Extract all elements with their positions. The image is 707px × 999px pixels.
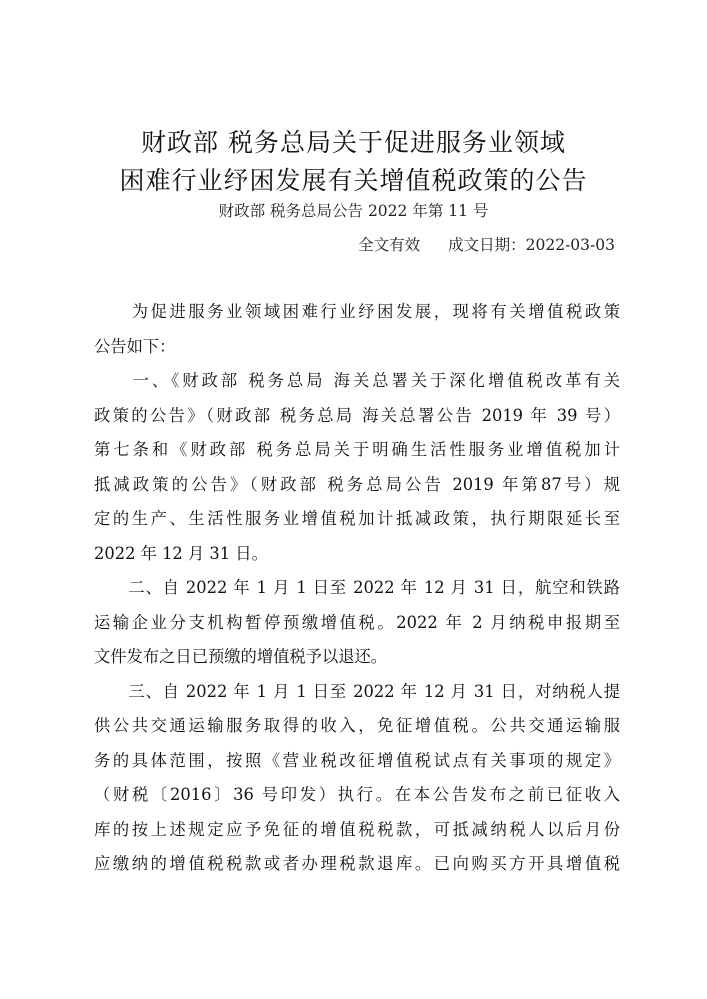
text-line: 一、《财政部 税务总局 海关总署关于深化增值税改革有关 (94, 371, 620, 390)
text-line: 应缴纳的增值税税款或者办理税款退库。已向购买方开具增值税 (94, 854, 620, 873)
text-line: 抵减政策的公告》（财政部 税务总局公告 2019 年第87号）规 (94, 474, 620, 494)
text-line: 为促进服务业领域困难行业纾困发展，现将有关增值税政策 (94, 302, 620, 321)
text-line: 政策的公告》（财政部 税务总局 海关总署公告 2019 年 39 号） (94, 405, 620, 425)
issue-date: 成文日期：2022-03-03 (448, 236, 615, 254)
document-title (0, 124, 707, 200)
document-body (94, 295, 620, 882)
text-line: 二、自 2022 年 1 月 1 日至 2022 年 12 月 31 日，航空和铁路 (94, 578, 620, 597)
text-line: 2022 年 12 月 31 日。 (94, 543, 268, 563)
text-line: 定的生产、生活性服务业增值税加计抵减政策，执行期限延长至 (94, 509, 620, 528)
title-line-1: 财政部 税务总局关于促进服务业领域 (141, 128, 566, 157)
text-line: 第七条和《财政部 税务总局关于明确生活性服务业增值税加计 (94, 440, 620, 459)
text-line: 供公共交通运输服务取得的收入，免征增值税。公共交通运输服 (94, 716, 620, 735)
text-line: 三、自 2022 年 1 月 1 日至 2022 年 12 月 31 日，对纳税人提 (94, 681, 620, 701)
text-line: 文件发布之日已预缴的增值税予以退还。 (94, 647, 388, 666)
document-meta (358, 233, 615, 257)
text-line: 公告如下： (94, 336, 176, 356)
text-line: （财税〔2016〕36 号印发）执行。在本公告发布之前已征收入 (94, 785, 620, 804)
text-line: 运输企业分支机构暂停预缴增值税。2022 年 2 月纳税申报期至 (94, 612, 620, 632)
paragraph-intro (94, 295, 620, 364)
paragraph-article-2 (94, 571, 620, 675)
title-line-2: 困难行业纾困发展有关增值税政策的公告 (119, 166, 588, 195)
text-line: 库的按上述规定应予免征的增值税税款，可抵减纳税人以后月份 (94, 819, 620, 839)
text-line: 务的具体范围，按照《营业税改征增值税试点有关事项的规定》 (94, 750, 620, 770)
paragraph-article-3 (94, 675, 620, 882)
paragraph-article-1 (94, 364, 620, 571)
document-number: 财政部 税务总局公告 2022 年第 11 号 (218, 202, 489, 220)
validity-status: 全文有效 (358, 236, 421, 254)
